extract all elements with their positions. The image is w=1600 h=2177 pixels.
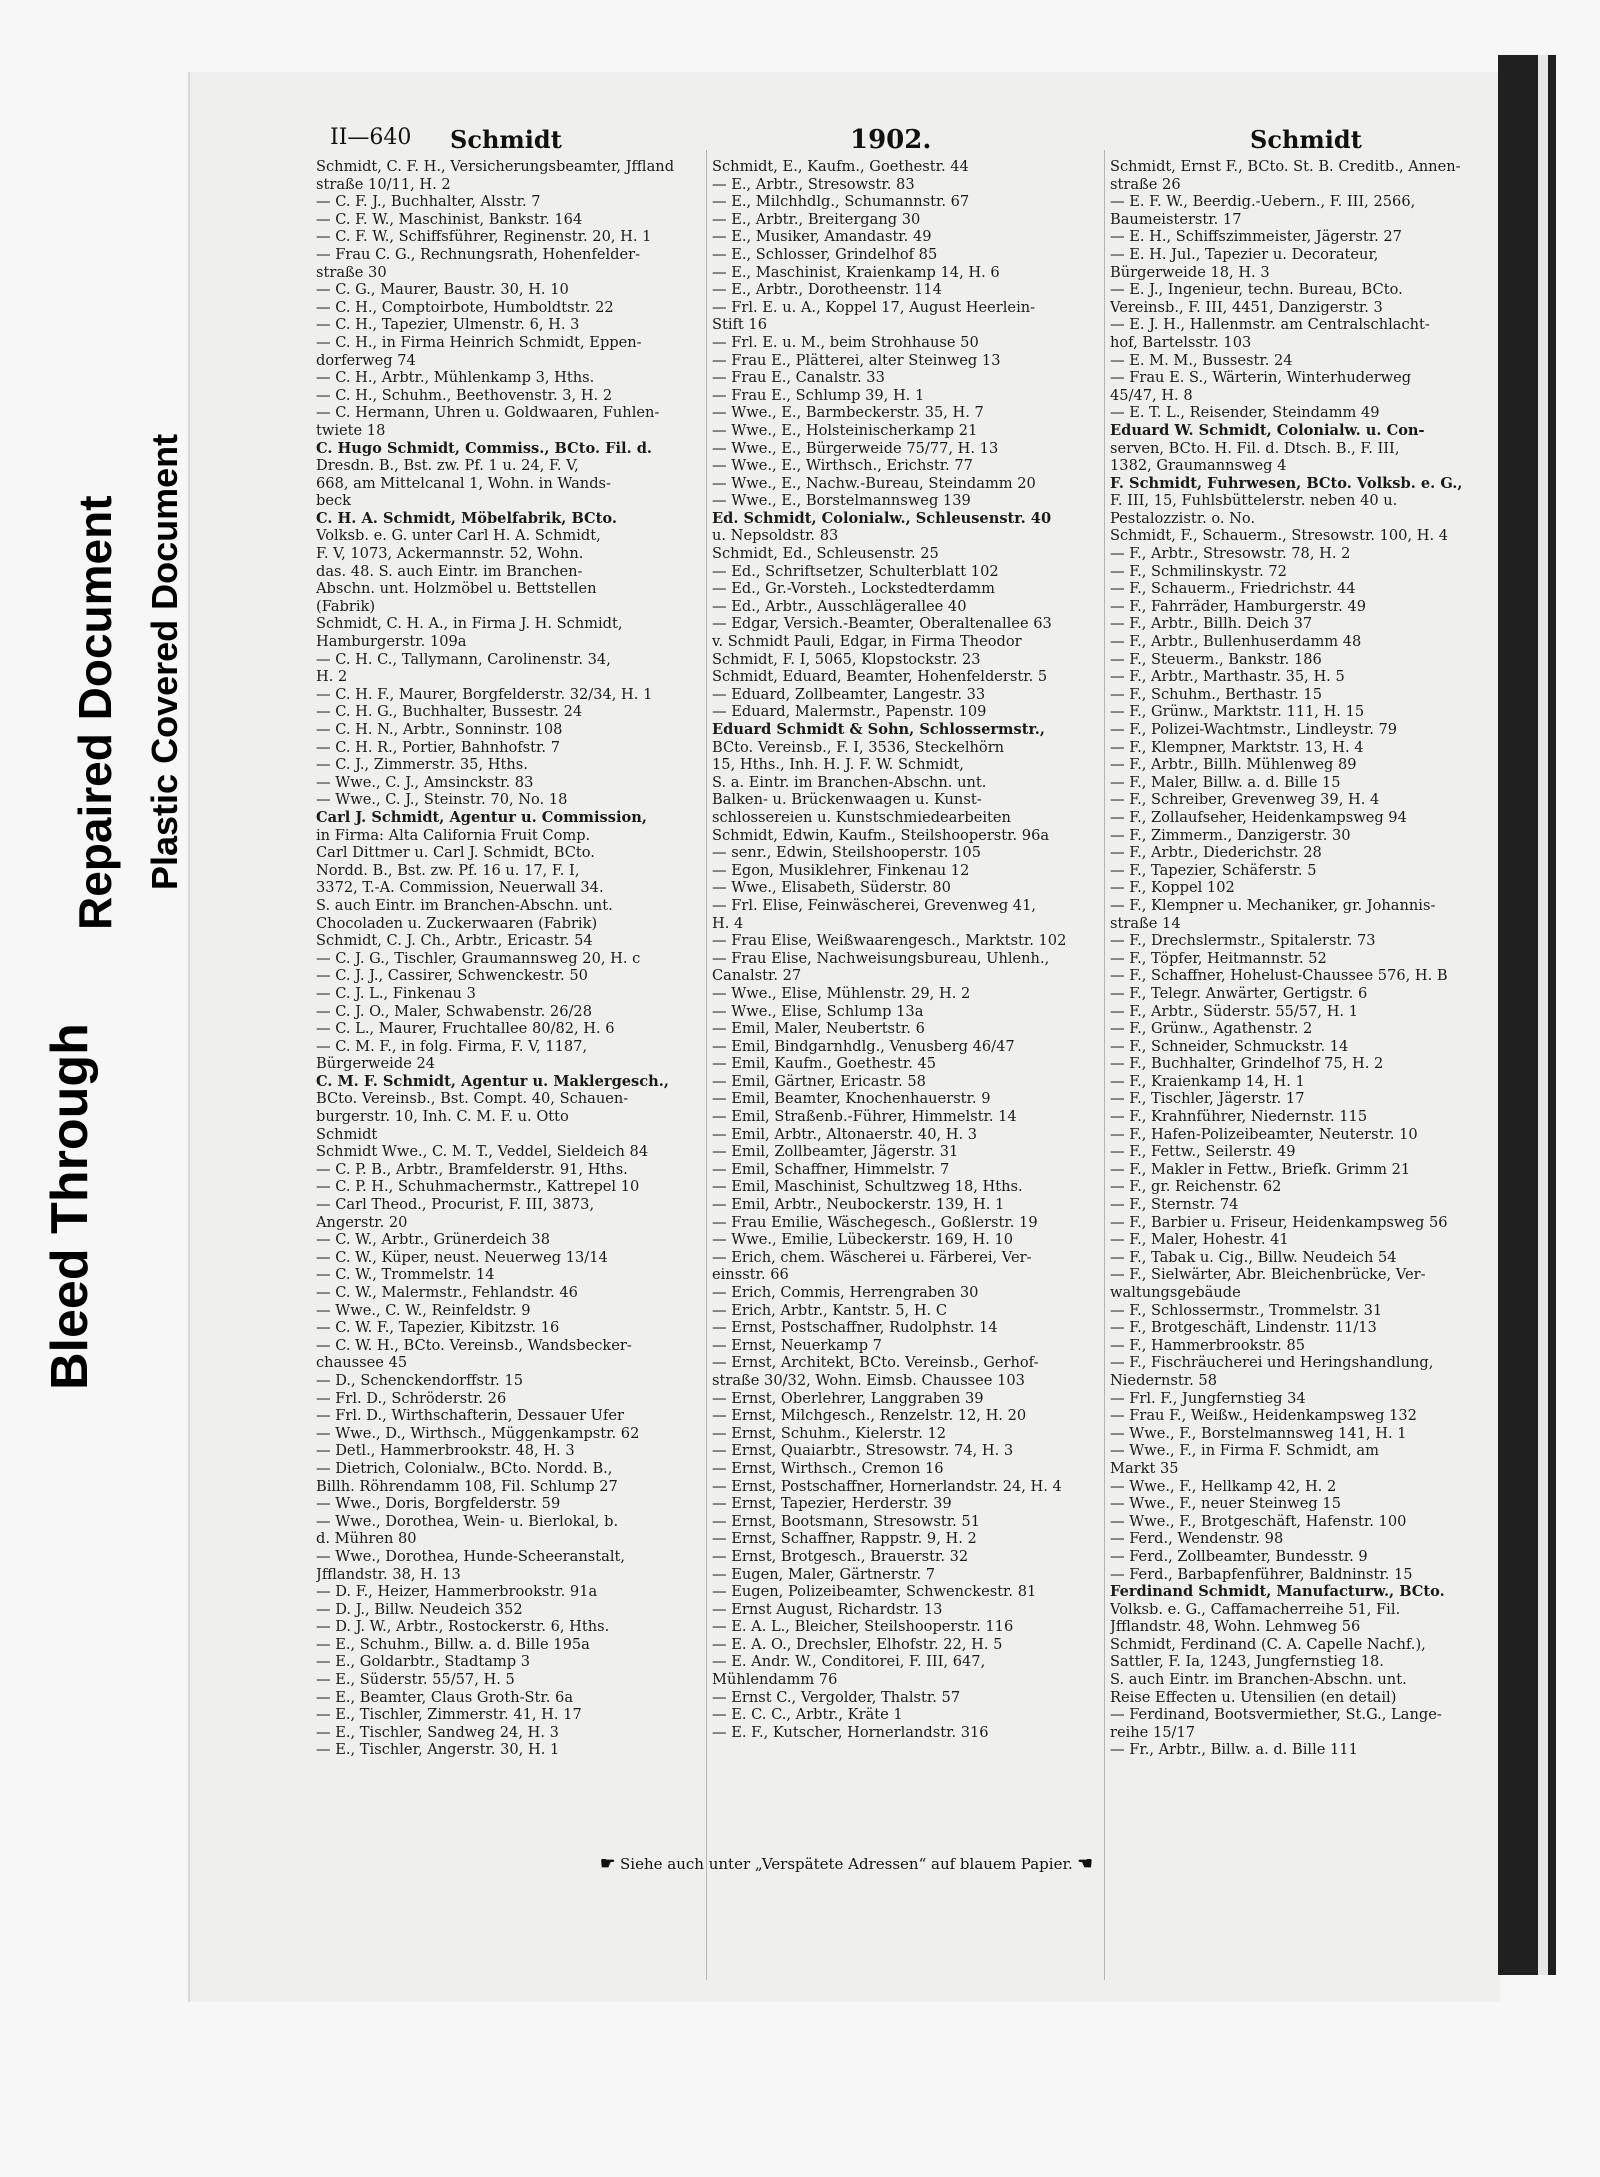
- directory-entry: F. Schmidt, Fuhrwesen, BCto. Volksb. e. G.,: [1110, 474, 1463, 492]
- directory-entry: — C. J. J., Cassirer, Schwenckestr. 50: [316, 967, 588, 985]
- directory-entry: dorferweg 74: [316, 351, 416, 369]
- directory-entry: BCto. Vereinsb., Bst. Compt. 40, Schauen-: [316, 1090, 629, 1108]
- directory-entry: — Frau E. S., Wärterin, Winterhuderweg: [1110, 369, 1412, 387]
- directory-entry: — Carl Theod., Procurist, F. III, 3873,: [316, 1196, 595, 1214]
- header-year: 1902.: [850, 125, 932, 155]
- directory-entry: — D. J., Billw. Neudeich 352: [316, 1600, 523, 1618]
- directory-entry: — C. H. G., Buchhalter, Bussestr. 24: [316, 703, 583, 721]
- directory-entry: — E. H. Jul., Tapezier u. Decorateur,: [1110, 245, 1379, 263]
- directory-entry: — Wwe., E., Barmbeckerstr. 35, H. 7: [712, 404, 984, 422]
- pointing-hand-right-icon: ☚: [1077, 1854, 1093, 1874]
- directory-entry: — Eduard, Malermstr., Papenstr. 109: [712, 703, 987, 721]
- directory-entry: — Wwe., Doris, Borgfelderstr. 59: [316, 1495, 561, 1513]
- directory-entry: Volksb. e. G. unter Carl H. A. Schmidt,: [316, 527, 601, 545]
- directory-entry: — Ernst, Bootsmann, Stresowstr. 51: [712, 1512, 980, 1530]
- directory-entry: reihe 15/17: [1110, 1723, 1196, 1741]
- directory-entry: — Ernst, Schuhm., Kielerstr. 12: [712, 1424, 947, 1442]
- directory-entry: — C. J. O., Maler, Schwabenstr. 26/28: [316, 1002, 592, 1020]
- directory-entry: — E., Tischler, Zimmerstr. 41, H. 17: [316, 1706, 582, 1724]
- label-plastic-covered-document: Plastic Covered Document: [144, 433, 185, 890]
- directory-entry: — Wwe., E., Nachw.-Bureau, Steindamm 20: [712, 474, 1036, 492]
- directory-entry: Sattler, F. Ia, 1243, Jungfernstieg 18.: [1110, 1653, 1384, 1671]
- directory-entry: Markt 35: [1110, 1459, 1179, 1477]
- directory-entry: — F., Tapezier, Schäferstr. 5: [1110, 861, 1317, 879]
- directory-entry: — Frl. D., Schröderstr. 26: [316, 1389, 507, 1407]
- directory-entry: — Wwe., F., Borstelmannsweg 141, H. 1: [1110, 1424, 1407, 1442]
- directory-entry: Eduard W. Schmidt, Colonialw. u. Con-: [1110, 421, 1425, 439]
- directory-entry: — Ernst August, Richardstr. 13: [712, 1600, 943, 1618]
- directory-entry: einsstr. 66: [712, 1266, 789, 1284]
- directory-entry: — Frl. D., Wirthschafterin, Dessauer Ufer: [316, 1407, 624, 1425]
- directory-entry: — E., Milchhdlg., Schumannstr. 67: [712, 193, 970, 211]
- directory-entry: — C. W., Arbtr., Grünerdeich 38: [316, 1231, 551, 1249]
- directory-entry: — C. J. L., Finkenau 3: [316, 984, 476, 1002]
- directory-entry: Vereinsb., F. III, 4451, Danzigerstr. 3: [1110, 298, 1383, 316]
- directory-entry: — F., Arbtr., Billh. Deich 37: [1110, 615, 1313, 633]
- directory-entry: F. III, 15, Fuhlsbüttelerstr. neben 40 u.: [1110, 492, 1398, 510]
- directory-entry: — Emil, Arbtr., Altonaerstr. 40, H. 3: [712, 1125, 978, 1143]
- directory-entry: — F., Barbier u. Friseur, Heidenkampsweg 56: [1110, 1213, 1448, 1231]
- directory-entry: — Ernst, Wirthsch., Cremon 16: [712, 1459, 944, 1477]
- directory-entry: Niedernstr. 58: [1110, 1371, 1218, 1389]
- directory-entry: — C. H. R., Portier, Bahnhofstr. 7: [316, 738, 560, 756]
- directory-entry: — F., Brotgeschäft, Lindenstr. 11/13: [1110, 1319, 1377, 1337]
- directory-entry: — senr., Edwin, Steilshooperstr. 105: [712, 844, 981, 862]
- directory-entry: — Ferd., Zollbeamter, Bundesstr. 9: [1110, 1547, 1368, 1565]
- directory-entry: — E., Schuhm., Billw. a. d. Bille 195a: [316, 1635, 590, 1653]
- directory-entry: BCto. Vereinsb., F. I, 3536, Steckelhörn: [712, 738, 1005, 756]
- directory-entry: — Frl. Elise, Feinwäscherei, Grevenweg 41,: [712, 896, 1037, 914]
- directory-entry: straße 10/11, H. 2: [316, 175, 451, 193]
- directory-entry: — D., Schenckendorffstr. 15: [316, 1371, 524, 1389]
- directory-entry: — Frau E., Canalstr. 33: [712, 369, 885, 387]
- directory-entry: — Ernst, Tapezier, Herderstr. 39: [712, 1495, 952, 1513]
- header-name-right: Schmidt: [1250, 125, 1362, 154]
- directory-entry: — F., Buchhalter, Grindelhof 75, H. 2: [1110, 1055, 1384, 1073]
- directory-entry: — Ed., Arbtr., Ausschlägerallee 40: [712, 597, 967, 615]
- directory-entry: Jfflandstr. 48, Wohn. Lehmweg 56: [1110, 1618, 1361, 1636]
- directory-entry: — Emil, Schaffner, Himmelstr. 7: [712, 1160, 950, 1178]
- directory-entry: — Eugen, Polizeibeamter, Schwenckestr. 81: [712, 1583, 1037, 1601]
- directory-entry: — F., Telegr. Anwärter, Gertigstr. 6: [1110, 984, 1368, 1002]
- directory-entry: — Edgar, Versich.-Beamter, Oberaltenallee 63: [712, 615, 1052, 633]
- directory-entry: Schmidt, F., Schauerm., Stresowstr. 100, H. 4: [1110, 527, 1449, 545]
- directory-entry: — Ernst, Milchgesch., Renzelstr. 12, H. 20: [712, 1407, 1027, 1425]
- directory-entry: — Wwe., E., Bürgerweide 75/77, H. 13: [712, 439, 999, 457]
- directory-entry: — C. H., Tapezier, Ulmenstr. 6, H. 3: [316, 316, 580, 334]
- directory-entry: — C. H., Arbtr., Mühlenkamp 3, Hths.: [316, 369, 595, 387]
- directory-entry: — Wwe., F., Hellkamp 42, H. 2: [1110, 1477, 1337, 1495]
- directory-entry: — F., Grünw., Agathenstr. 2: [1110, 1020, 1313, 1038]
- directory-entry: — E. Andr. W., Conditorei, F. III, 647,: [712, 1653, 986, 1671]
- directory-entry: schlossereien u. Kunstschmiedearbeiten: [712, 808, 1011, 826]
- directory-entry: — F., Polizei-Wachtmstr., Lindleystr. 79: [1110, 721, 1398, 738]
- directory-entry: — Ernst, Quaiarbtr., Stresowstr. 74, H. 3: [712, 1442, 1014, 1460]
- directory-entry: — Wwe., Emilie, Lübeckerstr. 169, H. 10: [712, 1231, 1014, 1249]
- directory-entry: S. a. Eintr. im Branchen-Abschn. unt.: [712, 773, 987, 791]
- directory-entry: twiete 18: [316, 421, 386, 439]
- directory-entry: — Frau E., Plätterei, alter Steinweg 13: [712, 351, 1001, 369]
- directory-entry: — Frau Elise, Weißwaarengesch., Marktstr. 102: [712, 932, 1067, 950]
- directory-entry: — F., Krahnführer, Niedernstr. 115: [1110, 1108, 1368, 1126]
- directory-entry: Schmidt, Ferdinand (C. A. Capelle Nachf.),: [1110, 1635, 1426, 1653]
- directory-entry: — Frau Elise, Nachweisungsbureau, Uhlenh.,: [712, 949, 1050, 967]
- directory-entry: — D. F., Heizer, Hammerbrookstr. 91a: [316, 1583, 598, 1601]
- directory-entry: — Wwe., C. J., Steinstr. 70, No. 18: [316, 791, 568, 809]
- directory-entry: — F., Arbtr., Billh. Mühlenweg 89: [1110, 756, 1357, 774]
- directory-entry: — E., Tischler, Sandweg 24, H. 3: [316, 1723, 559, 1741]
- directory-entry: — E. A. L., Bleicher, Steilshooperstr. 116: [712, 1618, 1014, 1636]
- directory-entry: — Wwe., E., Borstelmannsweg 139: [712, 492, 971, 510]
- directory-entry: — Dietrich, Colonialw., BCto. Nordd. B.,: [316, 1459, 613, 1477]
- directory-entry: — E., Musiker, Amandastr. 49: [712, 228, 932, 246]
- directory-entry: — C. P. B., Arbtr., Bramfelderstr. 91, Hths.: [316, 1160, 628, 1178]
- directory-entry: — Ernst, Architekt, BCto. Vereinsb., Gerhof-: [712, 1354, 1039, 1372]
- directory-entry: Schmidt Wwe., C. M. T., Veddel, Sieldeich 84: [316, 1143, 649, 1161]
- directory-entry: — F., Koppel 102: [1110, 879, 1235, 897]
- directory-entry: — F., Arbtr., Bullenhuserdamm 48: [1110, 633, 1362, 651]
- directory-entry: — C. W., Küper, neust. Neuerweg 13/14: [316, 1248, 608, 1266]
- directory-entry: — Emil, Straßenb.-Führer, Himmelstr. 14: [712, 1108, 1017, 1126]
- page-edge-highlight: [1538, 55, 1548, 1975]
- directory-entry: — E. T. L., Reisender, Steindamm 49: [1110, 404, 1380, 422]
- directory-entry: — F., Schauerm., Friedrichstr. 44: [1110, 580, 1356, 598]
- directory-entry: — Frl. E. u. A., Koppel 17, August Heerlein-: [712, 298, 1036, 316]
- directory-entry: — Wwe., E., Holsteinischerkamp 21: [712, 421, 978, 439]
- directory-entry: Schmidt, C. H. A., in Firma J. H. Schmidt,: [316, 615, 623, 633]
- directory-entry: — E. J. H., Hallenmstr. am Centralschlacht-: [1110, 316, 1430, 334]
- page-number: II—640: [330, 125, 412, 150]
- directory-entry: — F., Klempner u. Mechaniker, gr. Johannis-: [1110, 896, 1436, 914]
- directory-entry: — Emil, Zollbeamter, Jägerstr. 31: [712, 1143, 959, 1161]
- directory-entry: — Egon, Musiklehrer, Finkenau 12: [712, 861, 970, 879]
- directory-entry: — C. J. G., Tischler, Graumannsweg 20, H. c: [316, 949, 641, 967]
- directory-entry: — Wwe., D., Wirthsch., Müggenkampstr. 62: [316, 1424, 640, 1442]
- directory-entry: — Frau F., Weißw., Heidenkampsweg 132: [1110, 1407, 1417, 1425]
- directory-column-1: [316, 158, 698, 1759]
- directory-entry: — Wwe., Elisabeth, Süderstr. 80: [712, 879, 951, 897]
- directory-entry: straße 30: [316, 263, 387, 281]
- directory-entry: — Eduard, Zollbeamter, Langestr. 33: [712, 685, 986, 703]
- directory-entry: — F., Schlossermstr., Trommelstr. 31: [1110, 1301, 1383, 1319]
- directory-entry: — E., Goldarbtr., Stadtamp 3: [316, 1653, 531, 1671]
- directory-entry: Mühlendamm 76: [712, 1671, 838, 1689]
- directory-entry: — C. J., Zimmerstr. 35, Hths.: [316, 756, 528, 774]
- directory-entry: Hamburgerstr. 109a: [316, 633, 467, 651]
- directory-entry: — Ernst, Postschaffner, Hornerlandstr. 24, H. 4: [712, 1477, 1062, 1495]
- directory-entry: — C. P. H., Schuhmachermstr., Kattrepel 10: [316, 1178, 640, 1196]
- directory-entry: — Emil, Kaufm., Goethestr. 45: [712, 1055, 937, 1073]
- directory-entry: — Ernst, Neuerkamp 7: [712, 1336, 882, 1354]
- directory-entry: H. 4: [712, 914, 744, 932]
- directory-entry: — C. W., Malermstr., Fehlandstr. 46: [316, 1284, 578, 1301]
- directory-entry: — C. H., in Firma Heinrich Schmidt, Eppen-: [316, 333, 642, 351]
- directory-entry: — C. F. W., Maschinist, Bankstr. 164: [316, 210, 583, 228]
- directory-entry: — Ferdinand, Bootsvermiether, St.G., Lange-: [1110, 1706, 1442, 1724]
- directory-entry: — E., Beamter, Claus Groth-Str. 6a: [316, 1688, 574, 1706]
- directory-entry: — E. F., Kutscher, Hornerlandstr. 316: [712, 1723, 989, 1741]
- directory-entry: u. Nepsoldstr. 83: [712, 527, 839, 545]
- directory-entry: — Detl., Hammerbrookstr. 48, H. 3: [316, 1442, 575, 1460]
- directory-entry: Stift 16: [712, 316, 768, 334]
- directory-entry: — Wwe., C. W., Reinfeldstr. 9: [316, 1301, 531, 1319]
- directory-entry: — F., Tabak u. Cig., Billw. Neudeich 54: [1110, 1248, 1397, 1266]
- directory-entry: — C. H. N., Arbtr., Sonninstr. 108: [316, 721, 563, 738]
- directory-entry: — Ferd., Barbapfenführer, Baldninstr. 15: [1110, 1565, 1413, 1583]
- directory-entry: — E., Tischler, Angerstr. 30, H. 1: [316, 1741, 560, 1759]
- directory-entry: — F., Zollaufseher, Heidenkampsweg 94: [1110, 808, 1407, 826]
- directory-entry: — F., gr. Reichenstr. 62: [1110, 1178, 1282, 1196]
- directory-entry: Schmidt, Ernst F., BCto. St. B. Creditb., Annen-: [1110, 158, 1461, 175]
- directory-entry: — Frau C. G., Rechnungsrath, Hohenfelder-: [316, 245, 641, 263]
- directory-entry: burgerstr. 10, Inh. C. M. F. u. Otto: [316, 1108, 569, 1126]
- directory-entry: — Erich, Arbtr., Kantstr. 5, H. C: [712, 1301, 947, 1319]
- directory-entry: — F., Schreiber, Grevenweg 39, H. 4: [1110, 791, 1380, 809]
- directory-entry: straße 30/32, Wohn. Eimsb. Chaussee 103: [712, 1371, 1025, 1389]
- footer-note-text: Siehe auch unter „Verspätete Adressen“ auf blauem Papier.: [620, 1855, 1073, 1873]
- directory-entry: — C. F. W., Schiffsführer, Reginenstr. 20, H. 1: [316, 228, 652, 246]
- directory-entry: — Wwe., Elise, Mühlenstr. 29, H. 2: [712, 984, 971, 1002]
- directory-entry: Schmidt, F. I, 5065, Klopstockstr. 23: [712, 650, 981, 668]
- directory-entry: — Frau E., Schlump 39, H. 1: [712, 386, 925, 404]
- directory-entry: — E., Arbtr., Dorotheenstr. 114: [712, 281, 942, 299]
- directory-entry: Bürgerweide 18, H. 3: [1110, 263, 1270, 281]
- directory-entry: Schmidt, Edwin, Kaufm., Steilshooperstr. 96a: [712, 826, 1050, 844]
- directory-entry: — Emil, Maschinist, Schultzweg 18, Hths.: [712, 1178, 1023, 1196]
- directory-entry: beck: [316, 492, 351, 510]
- directory-entry: — F., Steuerm., Bankstr. 186: [1110, 650, 1322, 668]
- directory-entry: — C. Hermann, Uhren u. Goldwaaren, Fuhlen-: [316, 404, 660, 422]
- directory-entry: Schmidt, C. J. Ch., Arbtr., Ericastr. 54: [316, 932, 593, 950]
- directory-entry: Pestalozzistr. o. No.: [1110, 509, 1256, 527]
- directory-entry: — Ernst, Postschaffner, Rudolphstr. 14: [712, 1319, 998, 1337]
- directory-entry: Jfflandstr. 38, H. 13: [316, 1565, 461, 1583]
- directory-entry: in Firma: Alta California Fruit Comp.: [316, 826, 591, 844]
- directory-entry: Ferdinand Schmidt, Manufacturw., BCto.: [1110, 1583, 1445, 1601]
- side-labels: [30, 330, 185, 1410]
- directory-entry: Carl Dittmer u. Carl J. Schmidt, BCto.: [316, 844, 595, 862]
- directory-entry: — F., Hafen-Polizeibeamter, Neuterstr. 10: [1110, 1125, 1418, 1143]
- directory-entry: — E. C. C., Arbtr., Kräte 1: [712, 1706, 903, 1724]
- directory-entry: — F., Fettw., Seilerstr. 49: [1110, 1143, 1296, 1161]
- directory-entry: Schmidt, C. F. H., Versicherungsbeamter, Jffland: [316, 158, 675, 175]
- directory-entry: C. Hugo Schmidt, Commiss., BCto. Fil. d.: [316, 439, 653, 457]
- directory-entry: Chocoladen u. Zuckerwaaren (Fabrik): [316, 914, 598, 932]
- directory-entry: das. 48. S. auch Eintr. im Branchen-: [316, 562, 583, 580]
- directory-entry: — F., Töpfer, Heitmannstr. 52: [1110, 949, 1327, 967]
- directory-entry: — C. H., Comptoirbote, Humboldtstr. 22: [316, 298, 614, 316]
- directory-entry: — Eugen, Maler, Gärtnerstr. 7: [712, 1565, 936, 1583]
- directory-column-3: [1110, 158, 1492, 1759]
- directory-entry: S. auch Eintr. im Branchen-Abschn. unt.: [316, 896, 613, 914]
- directory-entry: Nordd. B., Bst. zw. Pf. 16 u. 17, F. I,: [316, 861, 580, 879]
- directory-entry: — E., Schlosser, Grindelhof 85: [712, 245, 938, 263]
- directory-entry: — Ed., Schriftsetzer, Schulterblatt 102: [712, 562, 999, 580]
- directory-entry: — F., Drechslermstr., Spitalerstr. 73: [1110, 932, 1376, 950]
- directory-entry: — Frau Emilie, Wäschegesch., Goßlerstr. 19: [712, 1213, 1038, 1231]
- directory-entry: Dresdn. B., Bst. zw. Pf. 1 u. 24, F. V,: [316, 457, 579, 475]
- directory-entry: — Emil, Arbtr., Neubockerstr. 139, H. 1: [712, 1196, 1005, 1214]
- directory-entry: — F., Tischler, Jägerstr. 17: [1110, 1090, 1305, 1108]
- directory-entry: — E. M. M., Bussestr. 24: [1110, 351, 1293, 369]
- directory-entry: — F., Arbtr., Marthastr. 35, H. 5: [1110, 668, 1345, 686]
- directory-entry: — Erich, Commis, Herrengraben 30: [712, 1284, 979, 1301]
- directory-entry: Canalstr. 27: [712, 967, 802, 985]
- directory-entry: S. auch Eintr. im Branchen-Abschn. unt.: [1110, 1671, 1407, 1689]
- directory-entry: Schmidt, Eduard, Beamter, Hohenfelderstr. 5: [712, 668, 1048, 686]
- directory-entry: — E., Arbtr., Stresowstr. 83: [712, 175, 915, 193]
- directory-entry: — C. H. C., Tallymann, Carolinenstr. 34,: [316, 650, 611, 668]
- directory-entry: — E. H., Schiffszimmeister, Jägerstr. 27: [1110, 228, 1402, 246]
- directory-entry: — E., Süderstr. 55/57, H. 5: [316, 1671, 515, 1689]
- directory-entry: — E., Arbtr., Breitergang 30: [712, 210, 921, 228]
- directory-entry: — C. W. H., BCto. Vereinsb., Wandsbecker-: [316, 1336, 632, 1354]
- directory-entry: F. V, 1073, Ackermannstr. 52, Wohn.: [316, 545, 584, 563]
- directory-entry: Schmidt, Ed., Schleusenstr. 25: [712, 545, 939, 563]
- directory-entry: — E. F. W., Beerdig.-Uebern., F. III, 2566,: [1110, 193, 1416, 211]
- directory-entry: (Fabrik): [316, 597, 376, 615]
- directory-entry: — F., Schuhm., Berthastr. 15: [1110, 685, 1322, 703]
- directory-entry: 45/47, H. 8: [1110, 386, 1193, 404]
- directory-entry: v. Schmidt Pauli, Edgar, in Firma Theodor: [712, 633, 1022, 651]
- directory-column-2: [712, 158, 1094, 1741]
- directory-entry: 668, am Mittelcanal 1, Wohn. in Wands-: [316, 474, 611, 492]
- directory-entry: — Emil, Gärtner, Ericastr. 58: [712, 1072, 926, 1090]
- directory-entry: — F., Schneider, Schmuckstr. 14: [1110, 1037, 1349, 1055]
- directory-entry: straße 26: [1110, 175, 1181, 193]
- directory-entry: — C. M. F., in folg. Firma, F. V, 1187,: [316, 1037, 588, 1055]
- directory-entry: Abschn. unt. Holzmöbel u. Bettstellen: [316, 580, 597, 598]
- directory-entry: — F., Sielwärter, Abr. Bleichenbrücke, Ver-: [1110, 1266, 1426, 1284]
- directory-entry: — C. H. F., Maurer, Borgfelderstr. 32/34, H. 1: [316, 685, 653, 703]
- directory-entry: 3372, T.-A. Commission, Neuerwall 34.: [316, 879, 604, 897]
- page-edge-shadow: [1498, 55, 1556, 1975]
- directory-entry: — F., Grünw., Marktstr. 111, H. 15: [1110, 703, 1365, 721]
- directory-entry: Angerstr. 20: [316, 1213, 408, 1231]
- directory-entry: — E., Maschinist, Kraienkamp 14, H. 6: [712, 263, 1000, 281]
- directory-entry: — C. W. F., Tapezier, Kibitzstr. 16: [316, 1319, 560, 1337]
- column-divider: [706, 150, 707, 1980]
- directory-entry: — Wwe., F., in Firma F. Schmidt, am: [1110, 1442, 1379, 1460]
- directory-entry: Baumeisterstr. 17: [1110, 210, 1242, 228]
- directory-entry: — F., Sternstr. 74: [1110, 1196, 1239, 1214]
- directory-entry: — Wwe., Dorothea, Hunde-Scheeranstalt,: [316, 1547, 625, 1565]
- directory-entry: — F., Kraienkamp 14, H. 1: [1110, 1072, 1305, 1090]
- directory-entry: — E. J., Ingenieur, techn. Bureau, BCto.: [1110, 281, 1403, 299]
- directory-entry: — F., Arbtr., Diederichstr. 28: [1110, 844, 1322, 862]
- directory-entry: — Wwe., Elise, Schlump 13a: [712, 1002, 924, 1020]
- directory-entry: — Ed., Gr.-Vorsteh., Lockstedterdamm: [712, 580, 995, 598]
- directory-entry: — Fr., Arbtr., Billw. a. d. Bille 111: [1110, 1741, 1358, 1759]
- directory-entry: chaussee 45: [316, 1354, 408, 1372]
- directory-entry: C. H. A. Schmidt, Möbelfabrik, BCto.: [316, 509, 617, 527]
- directory-entry: Reise Effecten u. Utensilien (en detail): [1110, 1688, 1397, 1706]
- directory-entry: serven, BCto. H. Fil. d. Dtsch. B., F. III,: [1110, 439, 1400, 457]
- directory-entry: — F., Makler in Fettw., Briefk. Grimm 21: [1110, 1160, 1411, 1178]
- directory-entry: — F., Arbtr., Süderstr. 55/57, H. 1: [1110, 1002, 1358, 1020]
- directory-entry: Volksb. e. G., Caffamacherreihe 51, Fil.: [1110, 1600, 1401, 1618]
- directory-entry: — C. G., Maurer, Baustr. 30, H. 10: [316, 281, 569, 299]
- pointing-hand-left-icon: ☛: [600, 1854, 616, 1874]
- directory-entry: — F., Arbtr., Stresowstr. 78, H. 2: [1110, 545, 1351, 563]
- directory-entry: Schmidt: [316, 1125, 378, 1143]
- column-divider: [1104, 150, 1105, 1980]
- directory-entry: — Ernst, Schaffner, Rappstr. 9, H. 2: [712, 1530, 977, 1548]
- directory-entry: Billh. Röhrendamm 108, Fil. Schlump 27: [316, 1477, 618, 1495]
- directory-entry: — Wwe., C. J., Amsinckstr. 83: [316, 773, 534, 791]
- directory-entry: — C. F. J., Buchhalter, Alsstr. 7: [316, 193, 541, 211]
- label-repaired-document: Repaired Document: [69, 495, 121, 930]
- directory-entry: — E. A. O., Drechsler, Elhofstr. 22, H. 5: [712, 1635, 1003, 1653]
- directory-entry: — F., Klempner, Marktstr. 13, H. 4: [1110, 738, 1364, 756]
- directory-entry: — C. W., Trommelstr. 14: [316, 1266, 495, 1284]
- directory-entry: — F., Schmilinskystr. 72: [1110, 562, 1287, 580]
- directory-entry: Carl J. Schmidt, Agentur u. Commission,: [316, 808, 647, 826]
- directory-entry: — F., Zimmerm., Danzigerstr. 30: [1110, 826, 1351, 844]
- directory-entry: — F., Hammerbrookstr. 85: [1110, 1336, 1306, 1354]
- directory-entry: waltungsgebäude: [1110, 1284, 1241, 1301]
- directory-entry: — Ernst, Brotgesch., Brauerstr. 32: [712, 1547, 969, 1565]
- directory-entry: — Ferd., Wendenstr. 98: [1110, 1530, 1284, 1548]
- directory-entry: — Erich, chem. Wäscherei u. Färberei, Ver-: [712, 1248, 1032, 1266]
- footer-note: [600, 1854, 1220, 1878]
- directory-entry: — F., Maler, Hohestr. 41: [1110, 1231, 1289, 1249]
- directory-entry: — C. H., Schuhm., Beethovenstr. 3, H. 2: [316, 386, 613, 404]
- directory-entry: Eduard Schmidt & Sohn, Schlossermstr.,: [712, 721, 1045, 738]
- directory-entry: — Emil, Bindgarnhdlg., Venusberg 46/47: [712, 1037, 1015, 1055]
- directory-entry: — Wwe., F., neuer Steinweg 15: [1110, 1495, 1341, 1513]
- directory-entry: — Frl. E. u. M., beim Strohhause 50: [712, 333, 979, 351]
- directory-entry: Schmidt, E., Kaufm., Goethestr. 44: [712, 158, 969, 175]
- directory-entry: — Frl. F., Jungfernstieg 34: [1110, 1389, 1306, 1407]
- directory-entry: — C. L., Maurer, Fruchtallee 80/82, H. 6: [316, 1020, 615, 1038]
- directory-entry: — Ernst C., Vergolder, Thalstr. 57: [712, 1688, 961, 1706]
- directory-entry: — Ernst, Oberlehrer, Langgraben 39: [712, 1389, 984, 1407]
- directory-entry: 1382, Graumannsweg 4: [1110, 457, 1287, 475]
- page-header: [190, 125, 1490, 161]
- directory-entry: d. Mühren 80: [316, 1530, 417, 1548]
- directory-entry: Ed. Schmidt, Colonialw., Schleusenstr. 40: [712, 509, 1052, 527]
- directory-entry: straße 14: [1110, 914, 1181, 932]
- directory-entry: — F., Schaffner, Hohelust-Chaussee 576, H. B: [1110, 967, 1448, 985]
- directory-entry: H. 2: [316, 668, 348, 686]
- directory-entry: — F., Fischräucherei und Heringshandlung,: [1110, 1354, 1434, 1372]
- label-bleed-through: Bleed Through: [41, 1023, 99, 1390]
- directory-entry: — Emil, Maler, Neubertstr. 6: [712, 1020, 925, 1038]
- directory-entry: — F., Maler, Billw. a. d. Bille 15: [1110, 773, 1341, 791]
- directory-entry: hof, Bartelsstr. 103: [1110, 333, 1252, 351]
- directory-entry: — Emil, Beamter, Knochenhauerstr. 9: [712, 1090, 991, 1108]
- directory-entry: — Wwe., E., Wirthsch., Erichstr. 77: [712, 457, 973, 475]
- directory-entry: Balken- u. Brückenwaagen u. Kunst-: [712, 791, 982, 809]
- header-name-left: Schmidt: [450, 125, 562, 154]
- directory-entry: — Wwe., F., Brotgeschäft, Hafenstr. 100: [1110, 1512, 1407, 1530]
- directory-entry: 15, Hths., Inh. H. J. F. W. Schmidt,: [712, 756, 964, 774]
- directory-entry: — F., Fahrräder, Hamburgerstr. 49: [1110, 597, 1367, 615]
- directory-entry: — D. J. W., Arbtr., Rostockerstr. 6, Hths.: [316, 1618, 610, 1636]
- directory-entry: C. M. F. Schmidt, Agentur u. Maklergesch.,: [316, 1072, 669, 1090]
- directory-entry: — Wwe., Dorothea, Wein- u. Bierlokal, b.: [316, 1512, 619, 1530]
- directory-entry: Bürgerweide 24: [316, 1055, 436, 1073]
